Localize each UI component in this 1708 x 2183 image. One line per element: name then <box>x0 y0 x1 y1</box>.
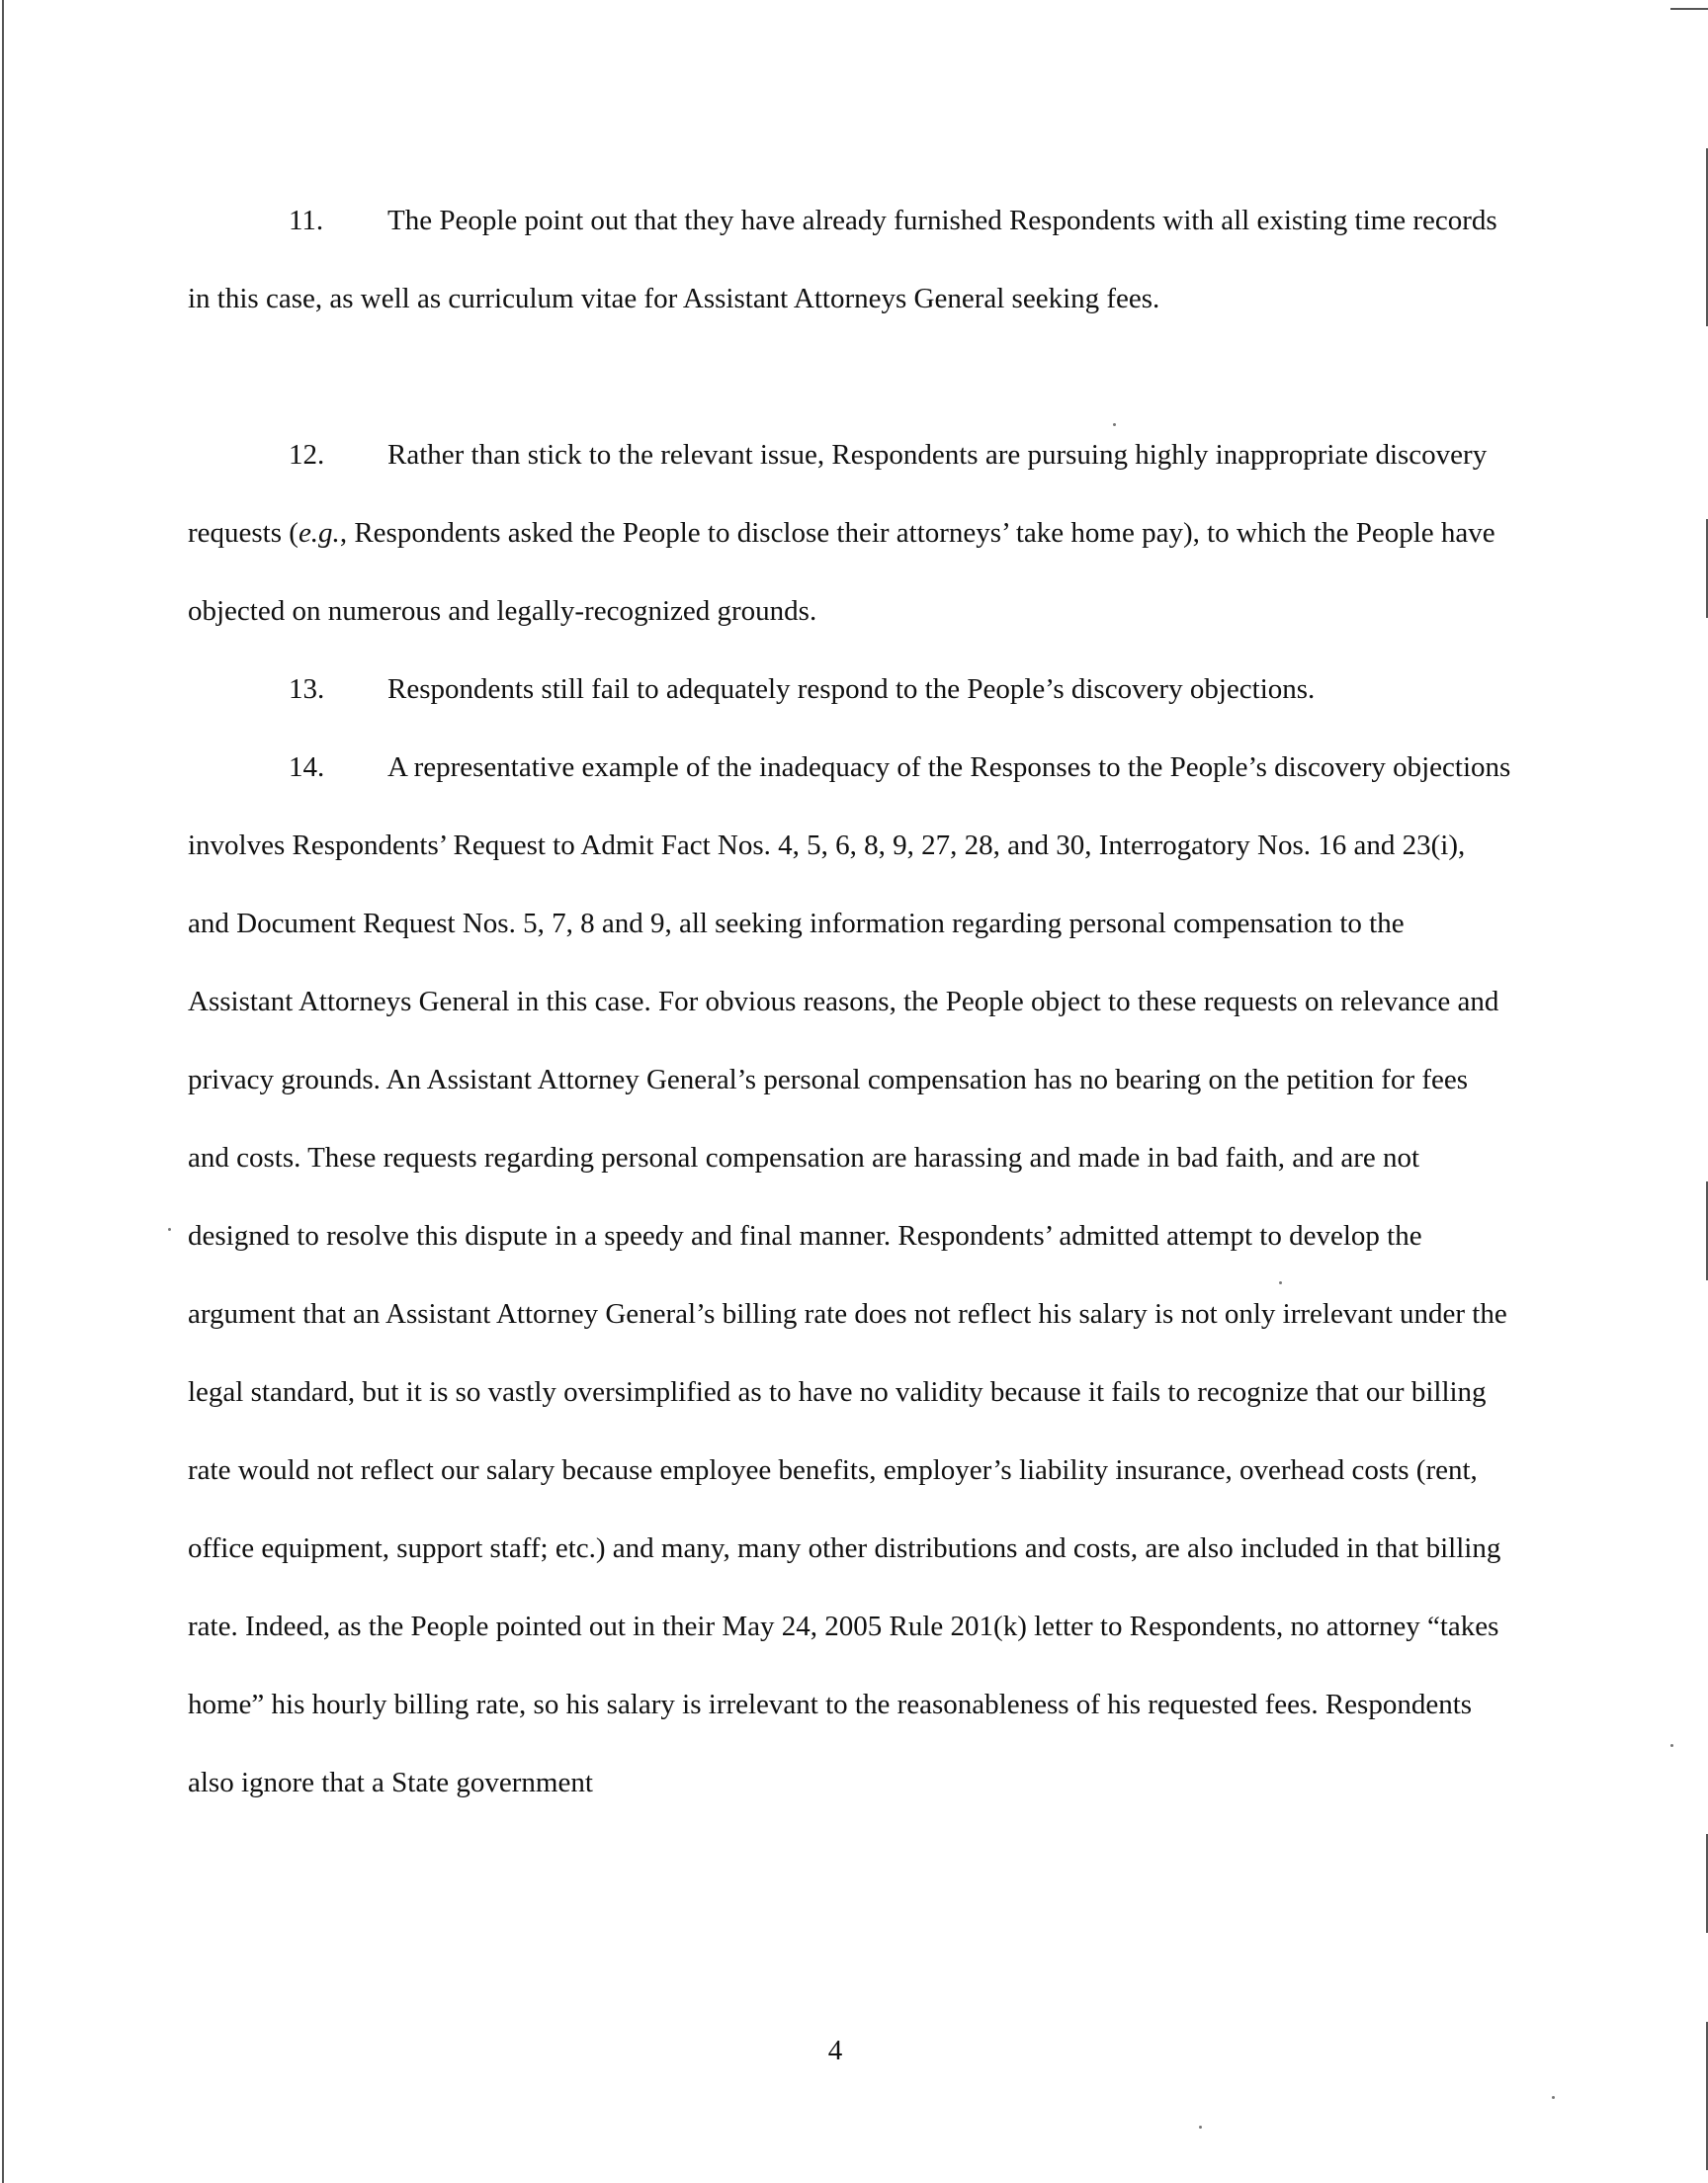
scan-speck <box>1199 2126 1202 2129</box>
paragraph-number: 11. <box>289 205 324 236</box>
paragraph-13 <box>188 651 1512 729</box>
scan-corner-mark <box>1670 8 1708 10</box>
paragraph-number: 13. <box>289 673 325 705</box>
scan-margin-left-line <box>2 0 4 2183</box>
paragraph-12 <box>188 416 1512 651</box>
scan-speck <box>1279 1281 1282 1284</box>
paragraph-14 <box>188 729 1512 1822</box>
scan-speck <box>1113 423 1116 426</box>
paragraph-text: The People point out that they have already furnished Respondents with all existing time records in this case, as well as curriculum vitae for Assistant Attorneys General seeking fees. <box>188 205 1497 314</box>
paragraph-number: 14. <box>289 751 325 783</box>
scan-speck <box>1552 2096 1555 2099</box>
paragraph-number: 12. <box>289 439 325 471</box>
scan-speck <box>1670 1744 1673 1747</box>
paragraph-text: Respondents still fail to adequately respond to the People’s discovery objections. <box>387 673 1316 705</box>
paragraph-text: , Respondents asked the People to disclose their attorneys’ take home pay), to which the People have objected on numerous and legally-recognized grounds. <box>188 517 1495 627</box>
paragraph-italic-text: e.g. <box>298 517 340 549</box>
scan-speck <box>168 1228 171 1231</box>
page-number: 4 <box>827 2035 843 2066</box>
paragraph-11 <box>188 182 1512 338</box>
paragraph-text: Rather than stick to the relevant issue, Respondents are pursuing highly inappropriate discovery requests ( <box>188 439 1488 549</box>
paragraph-text: A representative example of the inadequacy of the Responses to the People’s discovery objections involves Respondents’ Request to Admit Fact Nos. 4, 5, 6, 8, 9, 27, 28, and 30, Interrogatory Nos. 16 and 23(i), and Document Request Nos. 5, 7, 8 and 9, all seeking information regarding personal compensation to the Assistant Attorneys General in this case. For obvious reasons, the People object to these requests on relevance and privacy grounds. An Assistant Attorney General’s personal compensation has no bearing on the petition for fees and costs. These requests regarding personal compensation are harassing and made in bad faith, and are not designed to resolve this dispute in a speedy and final manner. Respondents’ admitted attempt to develop the argument that an Assistant Attorney General’s billing rate does not reflect his salary is not only irrelevant under the legal standard, but it is so vastly oversimplified as to have no validity because it fails to recognize that our billing rate would not reflect our salary because employee benefits, employer’s liability insurance, overhead costs (rent, office equipment, support staff; etc.) and many, many other distributions and costs, are also included in that billing rate. Indeed, as the People pointed out in their May 24, 2005 Rule 201(k) letter to Respondents, no attorney “takes home” his hourly billing rate, so his salary is irrelevant to the reasonableness of his requested fees. Respondents also ignore that a State government <box>188 751 1511 1798</box>
